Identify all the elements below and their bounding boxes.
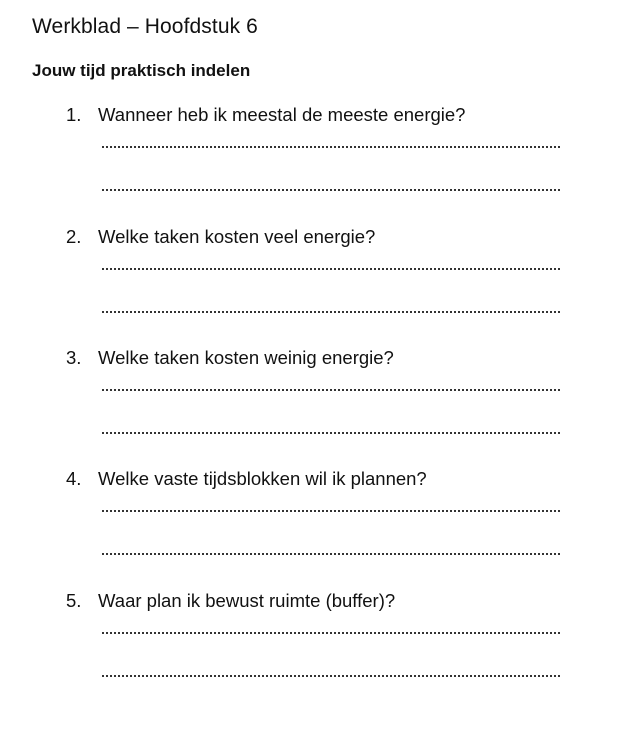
question-number: 4. [66,468,82,489]
answer-line[interactable] [102,146,560,148]
answer-line[interactable] [102,268,560,270]
page-title: Werkblad – Hoofdstuk 6 [32,15,258,38]
question-1 [66,104,586,126]
question-3 [66,347,586,369]
question-text: Welke taken kosten veel energie? [98,226,376,247]
answer-line[interactable] [102,189,560,191]
question-text: Welke taken kosten weinig energie? [98,347,394,368]
question-number: 5. [66,590,82,611]
question-text: Waar plan ik bewust ruimte (buffer)? [98,590,396,611]
question-number: 3. [66,347,82,368]
answer-line[interactable] [102,632,560,634]
answer-line[interactable] [102,389,560,391]
section-heading: Jouw tijd praktisch indelen [32,61,251,80]
answer-line[interactable] [102,553,560,555]
question-2 [66,226,586,248]
question-number: 2. [66,226,82,247]
question-text: Wanneer heb ik meestal de meeste energie? [98,104,466,125]
question-text: Welke vaste tijdsblokken wil ik plannen? [98,468,427,489]
answer-line[interactable] [102,432,560,434]
answer-line[interactable] [102,311,560,313]
question-number: 1. [66,104,82,125]
question-5 [66,590,586,612]
answer-line[interactable] [102,510,560,512]
answer-line[interactable] [102,675,560,677]
question-4 [66,468,586,490]
